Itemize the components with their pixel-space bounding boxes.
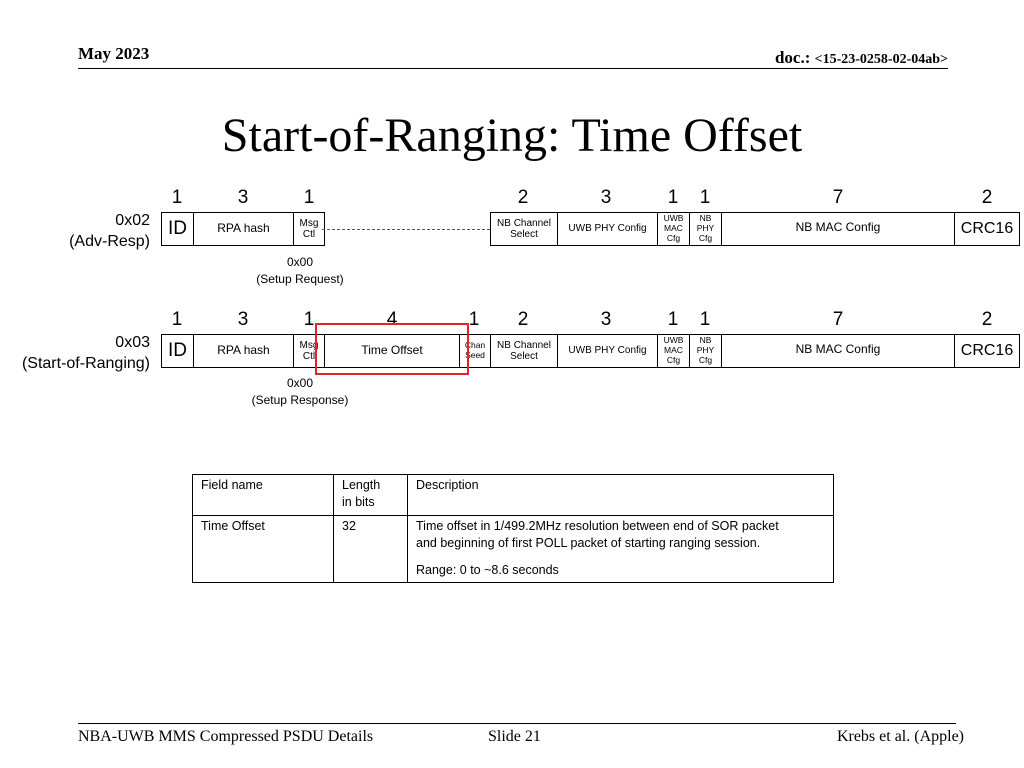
cell-length: 32 [334, 515, 408, 583]
description-line2: and beginning of first POLL packet of starting ranging session. [416, 535, 761, 550]
description-line1: Time offset in 1/499.2MHz resolution between end of SOR packet [416, 518, 779, 533]
msg-ctl-line1: Msg [299, 339, 319, 351]
length-nb-channel: 2 [517, 309, 529, 330]
uwb-mac-line3: Cfg [666, 354, 681, 365]
nb-channel-line2: Select [510, 229, 538, 240]
header-length-line2: in bits [342, 495, 375, 510]
frame-label [0, 211, 150, 253]
field-description-table [192, 474, 834, 583]
msg-ctl-line2: Ctl [302, 229, 316, 240]
field-time-offset: Time Offset [324, 334, 460, 368]
field-crc16: CRC16 [954, 212, 1020, 246]
nb-phy-line3: Cfg [698, 232, 713, 243]
header-divider [78, 68, 948, 69]
msg-ctl-note-desc: (Setup Request) [256, 271, 344, 286]
footer-left-text: NBA-UWB MMS Compressed PSDU Details [78, 728, 374, 745]
uwb-mac-line2: MAC [664, 345, 683, 356]
msg-ctl-note [210, 254, 390, 288]
length-id: 1 [171, 187, 183, 208]
header-field-name: Field name [193, 475, 334, 516]
description-range: Range: 0 to ~8.6 seconds [416, 563, 559, 577]
uwb-mac-line2: MAC [664, 223, 683, 234]
msg-ctl-line2: Ctl [302, 351, 316, 362]
field-rpa-hash: RPA hash [193, 334, 294, 368]
doc-number: <15-23-0258-02-04ab> [814, 52, 948, 67]
length-nb-mac: 7 [832, 309, 844, 330]
omitted-fields-dashed-line [322, 229, 490, 230]
length-uwb-mac: 1 [667, 187, 679, 208]
msg-ctl-line1: Msg [299, 217, 319, 229]
length-nb-channel: 2 [517, 187, 529, 208]
chan-seed-line1: Chan [464, 340, 486, 351]
time-offset-highlight-box [315, 323, 469, 375]
header-date: May 2023 [78, 44, 150, 63]
length-uwb-mac: 1 [667, 309, 679, 330]
header-length [334, 475, 408, 516]
frame-label [0, 333, 150, 375]
nb-phy-line3: Cfg [698, 354, 713, 365]
length-nb-phy: 1 [699, 187, 711, 208]
field-nb-mac-config: NB MAC Config [721, 334, 955, 368]
length-msg-ctl: 1 [303, 187, 315, 208]
msg-ctl-note-desc: (Setup Response) [251, 392, 349, 407]
field-uwb-mac-cfg [657, 212, 690, 246]
nb-channel-line1: NB Channel [497, 339, 551, 351]
nb-phy-line2: PHY [696, 345, 715, 356]
field-crc16: CRC16 [954, 334, 1020, 368]
frame-type-name: (Start-of-Ranging) [21, 354, 150, 372]
frame-type-name: (Adv-Resp) [69, 232, 150, 250]
length-nb-phy: 1 [699, 309, 711, 330]
length-id: 1 [171, 309, 183, 330]
footer-divider [78, 723, 956, 724]
doc-prefix: doc.: [774, 48, 815, 67]
length-uwb-phy: 3 [600, 187, 612, 208]
length-rpa-hash: 3 [237, 187, 249, 208]
footer-slide-number: Slide 21 [488, 728, 541, 745]
field-msg-ctl [293, 212, 325, 246]
length-crc: 2 [981, 187, 993, 208]
slide-title: Start-of-Ranging: Time Offset [221, 109, 803, 162]
uwb-mac-line1: UWB [663, 335, 684, 346]
header-length-line1: Length [342, 478, 381, 492]
chan-seed-line2: Seed [465, 350, 485, 360]
length-time-offset: 4 [386, 309, 398, 330]
header-doc-id [775, 48, 948, 68]
nb-channel-line1: NB Channel [497, 217, 551, 229]
field-id: ID [161, 334, 194, 368]
length-rpa-hash: 3 [237, 309, 249, 330]
msg-ctl-note [200, 375, 400, 409]
length-nb-mac: 7 [832, 187, 844, 208]
footer-author: Krebs et al. (Apple) [836, 728, 964, 745]
length-chan-seed: 1 [468, 309, 480, 330]
field-nb-channel-select [490, 212, 558, 246]
length-uwb-phy: 3 [600, 309, 612, 330]
uwb-mac-line3: Cfg [666, 232, 681, 243]
nb-phy-line1: NB [699, 335, 712, 346]
field-nb-phy-cfg [689, 212, 722, 246]
field-nb-mac-config: NB MAC Config [721, 212, 955, 246]
length-crc: 2 [981, 309, 993, 330]
nb-phy-line2: PHY [696, 223, 715, 234]
cell-field-name: Time Offset [193, 515, 334, 583]
field-uwb-mac-cfg [657, 334, 690, 368]
field-nb-channel-select [490, 334, 558, 368]
field-nb-phy-cfg [689, 334, 722, 368]
nb-phy-line1: NB [699, 213, 712, 224]
field-uwb-phy-config: UWB PHY Config [557, 334, 658, 368]
cell-description [408, 515, 834, 583]
header-description: Description [408, 475, 834, 516]
field-uwb-phy-config: UWB PHY Config [557, 212, 658, 246]
nb-channel-line2: Select [510, 351, 538, 362]
uwb-mac-line1: UWB [663, 213, 684, 224]
field-id: ID [161, 212, 194, 246]
field-rpa-hash: RPA hash [193, 212, 294, 246]
description-spacer [416, 552, 825, 562]
frame-type-code: 0x02 [115, 212, 150, 229]
frame-type-code: 0x03 [115, 334, 150, 351]
msg-ctl-note-value: 0x00 [286, 376, 314, 390]
table-row [193, 515, 834, 583]
table-header-row [193, 475, 834, 516]
length-msg-ctl: 1 [303, 309, 315, 330]
msg-ctl-note-value: 0x00 [286, 255, 314, 269]
